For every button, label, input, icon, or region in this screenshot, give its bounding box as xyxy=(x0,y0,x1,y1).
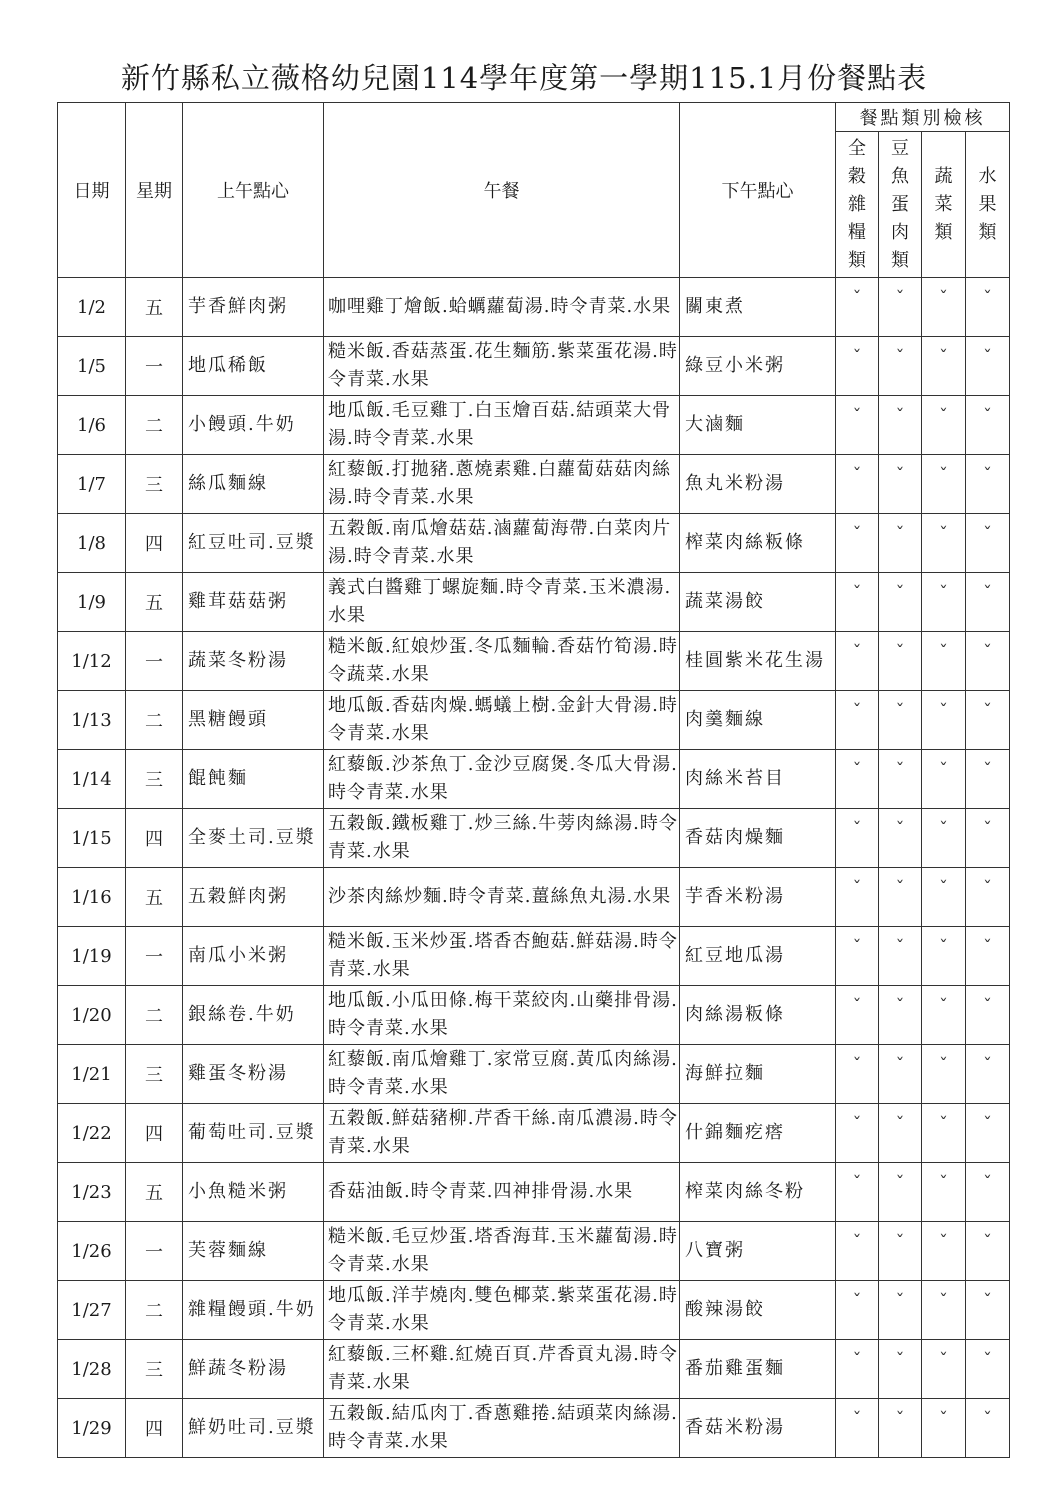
table-row xyxy=(58,1399,1010,1458)
check-mark: ˇ xyxy=(966,1163,1010,1222)
header-char: 豆 xyxy=(891,137,909,159)
weekday-cell: 三 xyxy=(126,1045,183,1104)
check-mark: ˇ xyxy=(966,514,1010,573)
weekday-cell: 三 xyxy=(126,750,183,809)
table-row xyxy=(58,514,1010,573)
check-mark: ˇ xyxy=(966,337,1010,396)
afternoon-snack-cell: 榨菜肉絲冬粉 xyxy=(680,1163,836,1222)
check-mark: ˇ xyxy=(879,1222,922,1281)
header-lunch: 午餐 xyxy=(324,103,680,278)
check-mark: ˇ xyxy=(922,691,966,750)
table-row xyxy=(58,278,1010,337)
check-mark: ˇ xyxy=(922,1163,966,1222)
check-mark: ˇ xyxy=(879,1045,922,1104)
header-char: 蛋 xyxy=(891,193,909,215)
check-mark: ˇ xyxy=(966,1399,1010,1458)
weekday-cell: 四 xyxy=(126,809,183,868)
check-mark: ˇ xyxy=(879,337,922,396)
table-row xyxy=(58,1340,1010,1399)
check-mark: ˇ xyxy=(922,750,966,809)
header-char: 類 xyxy=(978,221,997,243)
lunch-cell: 義式白醬雞丁螺旋麵.時令青菜.玉米濃湯.水果 xyxy=(324,573,680,632)
date-cell: 1/9 xyxy=(58,573,126,632)
weekday-cell: 二 xyxy=(126,396,183,455)
date-cell: 1/6 xyxy=(58,396,126,455)
afternoon-snack-cell: 紅豆地瓜湯 xyxy=(680,927,836,986)
afternoon-snack-cell: 香菇米粉湯 xyxy=(680,1399,836,1458)
date-cell: 1/29 xyxy=(58,1399,126,1458)
header-category-check: 餐點類別檢核 xyxy=(836,103,1010,132)
check-mark: ˇ xyxy=(879,1340,922,1399)
check-mark: ˇ xyxy=(836,1104,879,1163)
lunch-cell: 糙米飯.香菇蒸蛋.花生麵筋.紫菜蛋花湯.時令青菜.水果 xyxy=(324,337,680,396)
table-row xyxy=(58,809,1010,868)
date-cell: 1/21 xyxy=(58,1045,126,1104)
check-mark: ˇ xyxy=(922,396,966,455)
check-mark: ˇ xyxy=(836,632,879,691)
morning-snack-cell: 芋香鮮肉粥 xyxy=(183,278,324,337)
header-char: 全 xyxy=(848,137,866,159)
check-mark: ˇ xyxy=(879,278,922,337)
morning-snack-cell: 地瓜稀飯 xyxy=(183,337,324,396)
header-char: 類 xyxy=(934,221,953,243)
morning-snack-cell: 黑糖饅頭 xyxy=(183,691,324,750)
date-cell: 1/5 xyxy=(58,337,126,396)
morning-snack-cell: 芙蓉麵線 xyxy=(183,1222,324,1281)
table-row xyxy=(58,1104,1010,1163)
weekday-cell: 四 xyxy=(126,1104,183,1163)
date-cell: 1/13 xyxy=(58,691,126,750)
check-mark: ˇ xyxy=(836,337,879,396)
date-cell: 1/23 xyxy=(58,1163,126,1222)
header-char: 水 xyxy=(978,165,997,187)
table-row xyxy=(58,1222,1010,1281)
lunch-cell: 紅藜飯.沙茶魚丁.金沙豆腐煲.冬瓜大骨湯.時令青菜.水果 xyxy=(324,750,680,809)
check-mark: ˇ xyxy=(966,1222,1010,1281)
morning-snack-cell: 全麥土司.豆漿 xyxy=(183,809,324,868)
lunch-cell: 地瓜飯.香菇肉燥.螞蟻上樹.金針大骨湯.時令青菜.水果 xyxy=(324,691,680,750)
lunch-cell: 五穀飯.鐵板雞丁.炒三絲.牛蒡肉絲湯.時令青菜.水果 xyxy=(324,809,680,868)
weekday-cell: 四 xyxy=(126,514,183,573)
check-mark: ˇ xyxy=(836,868,879,927)
afternoon-snack-cell: 魚丸米粉湯 xyxy=(680,455,836,514)
check-mark: ˇ xyxy=(836,1281,879,1340)
lunch-cell: 地瓜飯.小瓜田條.梅干菜絞肉.山藥排骨湯.時令青菜.水果 xyxy=(324,986,680,1045)
header-afternoon-snack: 下午點心 xyxy=(680,103,836,278)
check-mark: ˇ xyxy=(836,278,879,337)
weekday-cell: 二 xyxy=(126,986,183,1045)
weekday-cell: 一 xyxy=(126,927,183,986)
table-row xyxy=(58,1281,1010,1340)
check-mark: ˇ xyxy=(879,868,922,927)
table-row xyxy=(58,1163,1010,1222)
check-mark: ˇ xyxy=(966,1045,1010,1104)
weekday-cell: 五 xyxy=(126,278,183,337)
weekday-cell: 一 xyxy=(126,1222,183,1281)
header-char: 雜 xyxy=(848,193,866,215)
weekday-cell: 一 xyxy=(126,337,183,396)
check-mark: ˇ xyxy=(879,455,922,514)
menu-table xyxy=(57,102,1010,1458)
check-mark: ˇ xyxy=(966,691,1010,750)
lunch-cell: 沙茶肉絲炒麵.時令青菜.薑絲魚丸湯.水果 xyxy=(324,868,680,927)
date-cell: 1/26 xyxy=(58,1222,126,1281)
afternoon-snack-cell: 番茄雞蛋麵 xyxy=(680,1340,836,1399)
date-cell: 1/12 xyxy=(58,632,126,691)
afternoon-snack-cell: 關東煮 xyxy=(680,278,836,337)
date-cell: 1/20 xyxy=(58,986,126,1045)
lunch-cell: 紅藜飯.南瓜燴雞丁.家常豆腐.黃瓜肉絲湯.時令青菜.水果 xyxy=(324,1045,680,1104)
date-cell: 1/27 xyxy=(58,1281,126,1340)
table-row xyxy=(58,1045,1010,1104)
header-grains xyxy=(836,132,879,278)
check-mark: ˇ xyxy=(966,396,1010,455)
check-mark: ˇ xyxy=(966,1104,1010,1163)
check-mark: ˇ xyxy=(966,278,1010,337)
check-mark: ˇ xyxy=(922,986,966,1045)
date-cell: 1/28 xyxy=(58,1340,126,1399)
header-char: 糧 xyxy=(848,221,866,243)
check-mark: ˇ xyxy=(922,278,966,337)
table-row xyxy=(58,986,1010,1045)
afternoon-snack-cell: 蔬菜湯餃 xyxy=(680,573,836,632)
weekday-cell: 二 xyxy=(126,691,183,750)
morning-snack-cell: 葡萄吐司.豆漿 xyxy=(183,1104,324,1163)
header-char: 果 xyxy=(978,193,997,215)
date-cell: 1/16 xyxy=(58,868,126,927)
check-mark: ˇ xyxy=(922,455,966,514)
table-row xyxy=(58,868,1010,927)
check-mark: ˇ xyxy=(922,1222,966,1281)
header-char: 穀 xyxy=(848,165,866,187)
afternoon-snack-cell: 什錦麵疙瘩 xyxy=(680,1104,836,1163)
header-char: 魚 xyxy=(891,165,909,187)
check-mark: ˇ xyxy=(836,573,879,632)
morning-snack-cell: 鮮奶吐司.豆漿 xyxy=(183,1399,324,1458)
lunch-cell: 地瓜飯.毛豆雞丁.白玉燴百菇.結頭菜大骨湯.時令青菜.水果 xyxy=(324,396,680,455)
afternoon-snack-cell: 芋香米粉湯 xyxy=(680,868,836,927)
morning-snack-cell: 南瓜小米粥 xyxy=(183,927,324,986)
table-row xyxy=(58,927,1010,986)
afternoon-snack-cell: 肉絲湯粄條 xyxy=(680,986,836,1045)
check-mark: ˇ xyxy=(879,986,922,1045)
lunch-cell: 五穀飯.結瓜肉丁.香蔥雞捲.結頭菜肉絲湯.時令青菜.水果 xyxy=(324,1399,680,1458)
check-mark: ˇ xyxy=(922,514,966,573)
lunch-cell: 五穀飯.南瓜燴菇菇.滷蘿蔔海帶.白菜肉片湯.時令青菜.水果 xyxy=(324,514,680,573)
lunch-cell: 咖哩雞丁燴飯.蛤蠣蘿蔔湯.時令青菜.水果 xyxy=(324,278,680,337)
morning-snack-cell: 蔬菜冬粉湯 xyxy=(183,632,324,691)
weekday-cell: 三 xyxy=(126,455,183,514)
morning-snack-cell: 銀絲卷.牛奶 xyxy=(183,986,324,1045)
check-mark: ˇ xyxy=(836,1045,879,1104)
check-mark: ˇ xyxy=(922,1104,966,1163)
header-fruit xyxy=(966,132,1010,278)
afternoon-snack-cell: 肉羹麵線 xyxy=(680,691,836,750)
table-row xyxy=(58,455,1010,514)
morning-snack-cell: 五穀鮮肉粥 xyxy=(183,868,324,927)
check-mark: ˇ xyxy=(836,809,879,868)
weekday-cell: 五 xyxy=(126,573,183,632)
lunch-cell: 紅藜飯.三杯雞.紅燒百頁.芹香貢丸湯.時令青菜.水果 xyxy=(324,1340,680,1399)
check-mark: ˇ xyxy=(922,927,966,986)
morning-snack-cell: 小魚糙米粥 xyxy=(183,1163,324,1222)
table-row xyxy=(58,337,1010,396)
check-mark: ˇ xyxy=(836,927,879,986)
check-mark: ˇ xyxy=(879,1104,922,1163)
header-char: 肉 xyxy=(891,221,909,243)
check-mark: ˇ xyxy=(836,396,879,455)
page-title: 新竹縣私立薇格幼兒園114學年度第一學期115.1月份餐點表 xyxy=(120,61,928,95)
check-mark: ˇ xyxy=(879,514,922,573)
check-mark: ˇ xyxy=(836,1340,879,1399)
header-morning-snack: 上午點心 xyxy=(183,103,324,278)
check-mark: ˇ xyxy=(922,1399,966,1458)
check-mark: ˇ xyxy=(836,750,879,809)
lunch-cell: 香菇油飯.時令青菜.四神排骨湯.水果 xyxy=(324,1163,680,1222)
check-mark: ˇ xyxy=(836,1399,879,1458)
weekday-cell: 五 xyxy=(126,1163,183,1222)
check-mark: ˇ xyxy=(836,1163,879,1222)
afternoon-snack-cell: 綠豆小米粥 xyxy=(680,337,836,396)
weekday-cell: 五 xyxy=(126,868,183,927)
check-mark: ˇ xyxy=(922,632,966,691)
check-mark: ˇ xyxy=(966,750,1010,809)
check-mark: ˇ xyxy=(922,809,966,868)
check-mark: ˇ xyxy=(879,573,922,632)
check-mark: ˇ xyxy=(966,455,1010,514)
afternoon-snack-cell: 榨菜肉絲粄條 xyxy=(680,514,836,573)
weekday-cell: 四 xyxy=(126,1399,183,1458)
check-mark: ˇ xyxy=(879,809,922,868)
check-mark: ˇ xyxy=(966,632,1010,691)
check-mark: ˇ xyxy=(879,927,922,986)
morning-snack-cell: 絲瓜麵線 xyxy=(183,455,324,514)
check-mark: ˇ xyxy=(879,750,922,809)
afternoon-snack-cell: 八寶粥 xyxy=(680,1222,836,1281)
afternoon-snack-cell: 酸辣湯餃 xyxy=(680,1281,836,1340)
check-mark: ˇ xyxy=(836,986,879,1045)
afternoon-snack-cell: 香菇肉燥麵 xyxy=(680,809,836,868)
morning-snack-cell: 雜糧饅頭.牛奶 xyxy=(183,1281,324,1340)
afternoon-snack-cell: 桂圓紫米花生湯 xyxy=(680,632,836,691)
check-mark: ˇ xyxy=(836,455,879,514)
header-char: 菜 xyxy=(934,193,953,215)
date-cell: 1/15 xyxy=(58,809,126,868)
date-cell: 1/14 xyxy=(58,750,126,809)
check-mark: ˇ xyxy=(966,1340,1010,1399)
check-mark: ˇ xyxy=(922,1340,966,1399)
lunch-cell: 紅藜飯.打拋豬.蔥燒素雞.白蘿蔔菇菇肉絲湯.時令青菜.水果 xyxy=(324,455,680,514)
check-mark: ˇ xyxy=(836,691,879,750)
table-row xyxy=(58,396,1010,455)
header-char: 蔬 xyxy=(934,165,953,187)
check-mark: ˇ xyxy=(879,1281,922,1340)
weekday-cell: 三 xyxy=(126,1340,183,1399)
morning-snack-cell: 小饅頭.牛奶 xyxy=(183,396,324,455)
check-mark: ˇ xyxy=(966,868,1010,927)
header-weekday: 星期 xyxy=(126,103,183,278)
check-mark: ˇ xyxy=(879,1163,922,1222)
header-date: 日期 xyxy=(58,103,126,278)
header-char: 類 xyxy=(848,249,866,271)
check-mark: ˇ xyxy=(966,1281,1010,1340)
table-row xyxy=(58,632,1010,691)
morning-snack-cell: 紅豆吐司.豆漿 xyxy=(183,514,324,573)
afternoon-snack-cell: 大滷麵 xyxy=(680,396,836,455)
table-row xyxy=(58,573,1010,632)
check-mark: ˇ xyxy=(879,691,922,750)
check-mark: ˇ xyxy=(879,632,922,691)
date-cell: 1/8 xyxy=(58,514,126,573)
check-mark: ˇ xyxy=(879,396,922,455)
table-row xyxy=(58,750,1010,809)
check-mark: ˇ xyxy=(966,927,1010,986)
afternoon-snack-cell: 肉絲米苔目 xyxy=(680,750,836,809)
morning-snack-cell: 餛飩麵 xyxy=(183,750,324,809)
check-mark: ˇ xyxy=(922,1281,966,1340)
date-cell: 1/7 xyxy=(58,455,126,514)
check-mark: ˇ xyxy=(836,514,879,573)
date-cell: 1/19 xyxy=(58,927,126,986)
lunch-cell: 地瓜飯.洋芋燒肉.雙色椰菜.紫菜蛋花湯.時令青菜.水果 xyxy=(324,1281,680,1340)
date-cell: 1/22 xyxy=(58,1104,126,1163)
lunch-cell: 糙米飯.毛豆炒蛋.塔香海茸.玉米蘿蔔湯.時令青菜.水果 xyxy=(324,1222,680,1281)
morning-snack-cell: 鮮蔬冬粉湯 xyxy=(183,1340,324,1399)
weekday-cell: 二 xyxy=(126,1281,183,1340)
morning-snack-cell: 雞蛋冬粉湯 xyxy=(183,1045,324,1104)
check-mark: ˇ xyxy=(966,809,1010,868)
check-mark: ˇ xyxy=(966,573,1010,632)
header-char: 類 xyxy=(891,249,909,271)
header-vegetables xyxy=(922,132,966,278)
check-mark: ˇ xyxy=(836,1222,879,1281)
check-mark: ˇ xyxy=(879,1399,922,1458)
check-mark: ˇ xyxy=(922,1045,966,1104)
check-mark: ˇ xyxy=(922,573,966,632)
date-cell: 1/2 xyxy=(58,278,126,337)
check-mark: ˇ xyxy=(966,986,1010,1045)
weekday-cell: 一 xyxy=(126,632,183,691)
lunch-cell: 糙米飯.玉米炒蛋.塔香杏鮑菇.鮮菇湯.時令青菜.水果 xyxy=(324,927,680,986)
check-mark: ˇ xyxy=(922,868,966,927)
morning-snack-cell: 雞茸菇菇粥 xyxy=(183,573,324,632)
header-protein xyxy=(879,132,922,278)
lunch-cell: 五穀飯.鮮菇豬柳.芹香干絲.南瓜濃湯.時令青菜.水果 xyxy=(324,1104,680,1163)
check-mark: ˇ xyxy=(922,337,966,396)
afternoon-snack-cell: 海鮮拉麵 xyxy=(680,1045,836,1104)
table-row xyxy=(58,691,1010,750)
lunch-cell: 糙米飯.紅娘炒蛋.冬瓜麵輪.香菇竹筍湯.時令蔬菜.水果 xyxy=(324,632,680,691)
